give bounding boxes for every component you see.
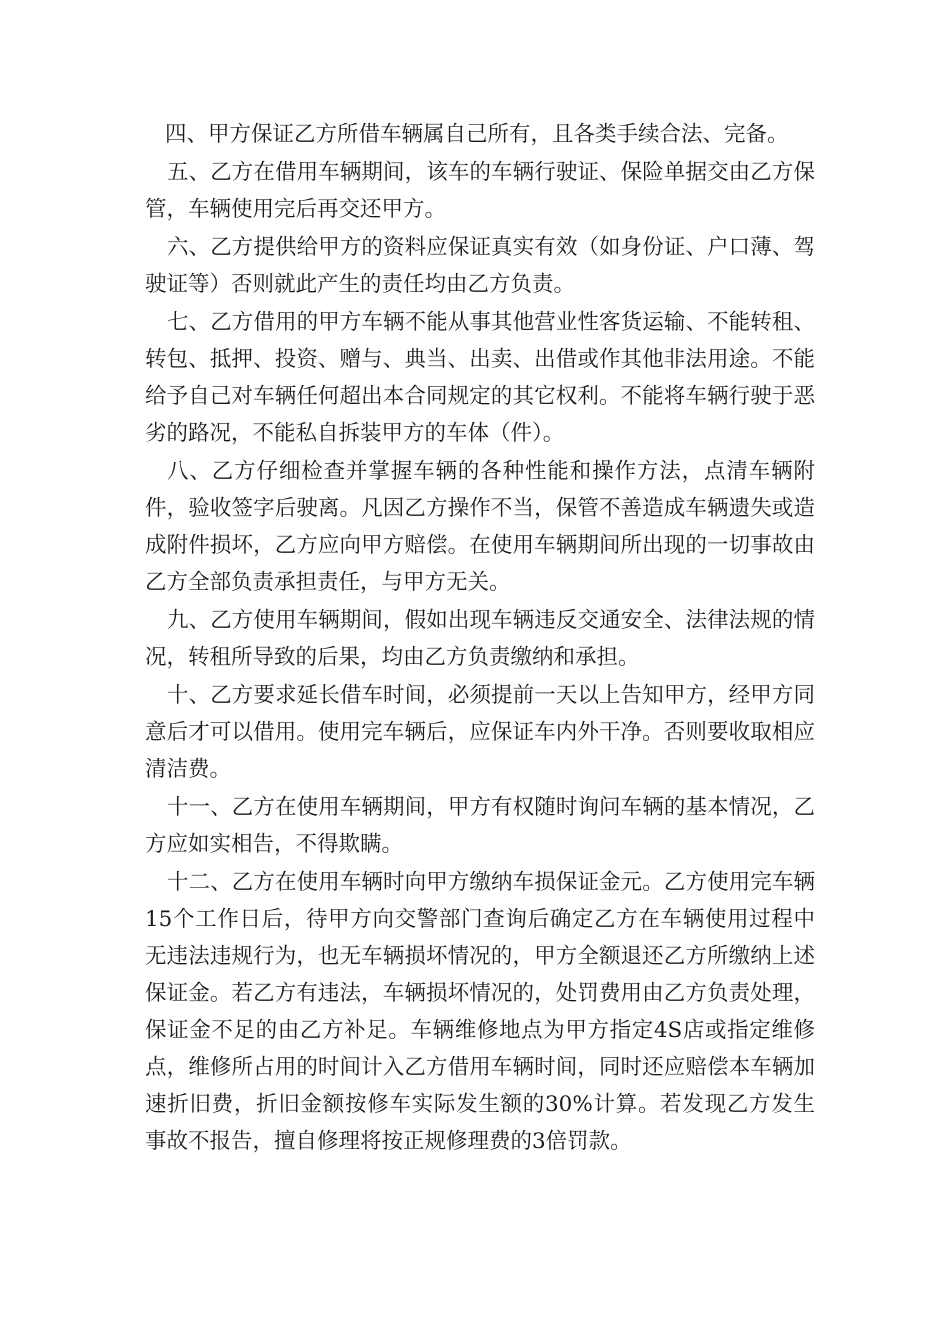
- clause-6: 六、乙方提供给甲方的资料应保证真实有效（如身份证、户口薄、驾驶证等）否则就此产生的责任均由乙方负责。: [145, 235, 815, 297]
- clause-8: 八、乙方仔细检查并掌握车辆的各种性能和操作方法，点清车辆附件，验收签字后驶离。凡因乙方操作不当，保管不善造成车辆遗失或造成附件损坏，乙方应向甲方赔偿。在使用车辆期间所出现的一切事故由乙方全部负责承担责任，与甲方无关。: [145, 459, 815, 595]
- clause-7: 七、乙方借用的甲方车辆不能从事其他营业性客货运输、不能转租、转包、抵押、投资、赠与、典当、出卖、出借或作其他非法用途。不能给予自己对车辆任何超出本合同规定的其它权利。不能将车辆行驶于恶劣的路况，不能私自拆装甲方的车体（件）。: [145, 310, 815, 446]
- clause-5: 五、乙方在借用车辆期间，该车的车辆行驶证、保险单据交由乙方保管，车辆使用完后再交还甲方。: [145, 160, 815, 222]
- clause-10: 十、乙方要求延长借车时间，必须提前一天以上告知甲方，经甲方同意后才可以借用。使用完车辆后，应保证车内外干净。否则要收取相应清洁费。: [145, 683, 815, 782]
- clause-9: 九、乙方使用车辆期间，假如出现车辆违反交通安全、法律法规的情况，转租所导致的后果，均由乙方负责缴纳和承担。: [145, 608, 815, 670]
- clause-12: 十二、乙方在使用车辆时向甲方缴纳车损保证金元。乙方使用完车辆15个工作日后，待甲方向交警部门查询后确定乙方在车辆使用过程中无违法违规行为，也无车辆损坏情况的，甲方全额退还乙方所缴纳上述保证金。若乙方有违法，车辆损坏情况的，处罚费用由乙方负责处理，保证金不足的由乙方补足。车辆维修地点为甲方指定4S店或指定维修点，维修所占用的时间计入乙方借用车辆时间，同时还应赔偿本车辆加速折旧费，折旧金额按修车实际发生额的30%计算。若发现乙方发生事故不报告，擅自修理将按正规修理费的3倍罚款。: [145, 870, 815, 1154]
- clause-4: 四、甲方保证乙方所借车辆属自己所有，且各类手续合法、完备。: [165, 122, 789, 147]
- clause-11: 十一、乙方在使用车辆期间，甲方有权随时询问车辆的基本情况，乙方应如实相告，不得欺瞒。: [145, 795, 815, 857]
- document-body: [145, 116, 815, 1161]
